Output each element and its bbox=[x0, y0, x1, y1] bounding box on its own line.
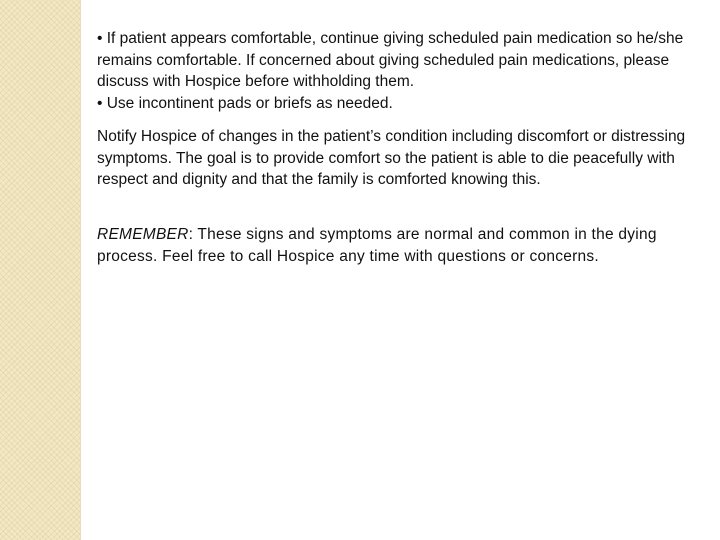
notify-hospice-text: of changes in the patient’s condition including discomfort or distressing symptoms. The goal is to provide comfort so the patient is able to die peacefully with respect and dignity and that the family is comforted knowing this. bbox=[97, 127, 686, 189]
notify-hospice-paragraph bbox=[97, 126, 702, 191]
remember-label: REMEMBER bbox=[97, 225, 189, 243]
bullet-pain-medication: • If patient appears comfortable, continue giving scheduled pain medication so he/she remains comfortable. If concerned about giving scheduled pain medications, please discuss with Hospice before withholding them. bbox=[97, 30, 684, 91]
slide-content bbox=[97, 28, 702, 267]
remember-colon: : bbox=[188, 225, 194, 243]
side-band-edge bbox=[80, 0, 81, 540]
notify-hospice-lead: Notify Hospice bbox=[97, 127, 197, 145]
remember-paragraph bbox=[97, 224, 702, 267]
bullet-incontinent-pads: • Use incontinent pads or briefs as needed. bbox=[97, 95, 393, 113]
remember-text: These signs and symptoms are normal and common in the dying process. Feel free to call Hospice any time with questions or concerns. bbox=[97, 225, 657, 265]
decorative-side-band bbox=[0, 0, 80, 540]
